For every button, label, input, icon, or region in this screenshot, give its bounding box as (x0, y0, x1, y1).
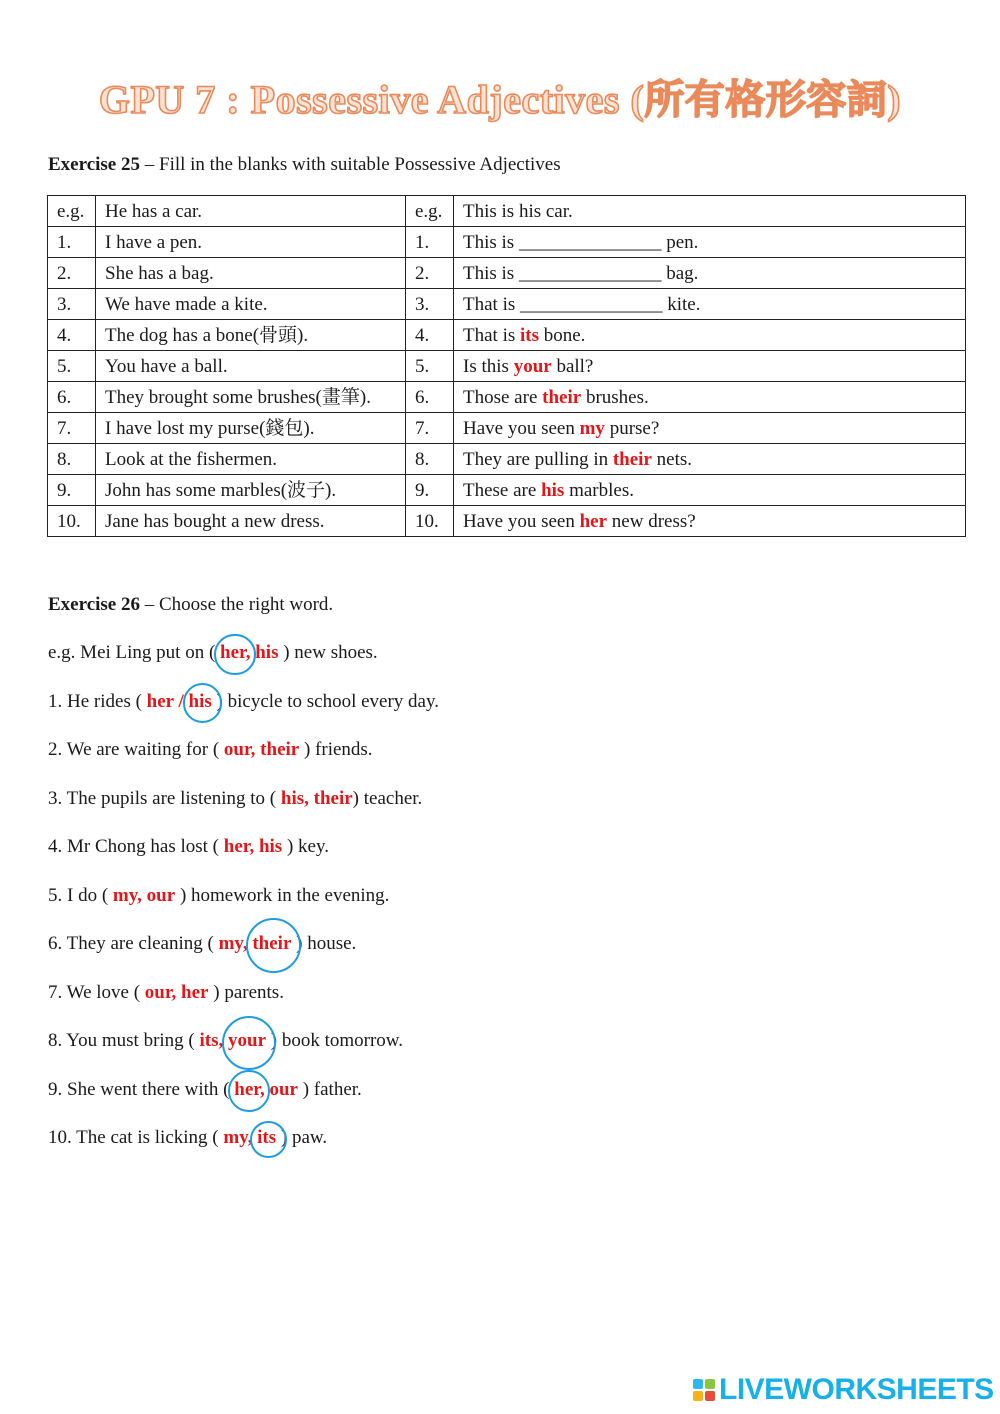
choice-item (48, 933, 356, 955)
sentence-end: nets. (651, 448, 693, 470)
choice-item (48, 1127, 327, 1149)
answer-word[interactable]: its (520, 324, 539, 346)
choice-item (48, 642, 378, 664)
table-row (48, 444, 966, 475)
choice-item (48, 788, 422, 810)
source-sentence: We have made a kite. (96, 289, 406, 320)
choice-options[interactable]: her, his (223, 836, 283, 857)
row-number: 3. (48, 289, 96, 320)
table-row (48, 506, 966, 537)
sentence-end: purse? (604, 417, 660, 439)
sentence-start: This is _______________ pen. (463, 231, 699, 253)
table-row (48, 196, 966, 227)
row-number: 6. (406, 382, 454, 413)
choice-sentence-start: 7. We love ( (48, 981, 145, 1003)
choice-item (48, 691, 439, 713)
source-sentence: I have lost my purse(錢包). (96, 413, 406, 444)
source-sentence: He has a car. (96, 196, 406, 227)
row-number: 4. (406, 320, 454, 351)
row-number: 3. (406, 289, 454, 320)
choice-sentence-end: ) book tomorrow. (266, 1030, 404, 1051)
answer-sentence (454, 289, 966, 320)
row-number: e.g. (48, 196, 96, 227)
table-row (48, 413, 966, 444)
choice-options[interactable]: its, your (199, 1030, 266, 1051)
choice-sentence-end: ) key. (282, 836, 329, 857)
row-number: 9. (48, 475, 96, 506)
sentence-end: brushes. (581, 386, 649, 408)
choice-sentence-start: 4. Mr Chong has lost ( (48, 836, 224, 857)
row-number: 4. (48, 320, 96, 351)
sentence-end: new dress? (607, 510, 696, 532)
choice-sentence-end: ) friends. (299, 739, 373, 760)
source-sentence: You have a ball. (96, 351, 406, 382)
choice-sentence-start: 3. The pupils are listening to ( (48, 787, 281, 809)
answer-sentence (454, 444, 966, 475)
table-row (48, 382, 966, 413)
choice-options[interactable]: my, its (223, 1127, 277, 1148)
answer-word[interactable]: his (541, 479, 565, 501)
answer-sentence (454, 258, 966, 289)
table-row (48, 258, 966, 289)
choice-sentence-start: 1. He rides ( (48, 690, 147, 712)
choice-sentence-start: 8. You must bring ( (48, 1030, 200, 1051)
choice-sentence-end: ) homework in the evening. (175, 884, 390, 906)
exercise-25-label: Exercise 25 (48, 154, 140, 175)
answer-word[interactable]: their (612, 448, 652, 470)
answer-sentence (454, 413, 966, 444)
row-number: 9. (406, 475, 454, 506)
answer-word[interactable]: her (579, 510, 608, 532)
row-number: 2. (48, 258, 96, 289)
choice-sentence-start: e.g. Mei Ling put on ( (48, 642, 221, 663)
choice-item (48, 1030, 403, 1052)
sentence-start: This is his car. (463, 200, 573, 222)
row-number: 5. (48, 351, 96, 382)
row-number: 6. (48, 382, 96, 413)
choice-options[interactable]: our, their (223, 739, 300, 760)
table-row (48, 227, 966, 258)
row-number: 7. (48, 413, 96, 444)
choice-sentence-start: 5. I do ( (48, 884, 113, 906)
exercise-26-heading (48, 594, 333, 616)
answer-word[interactable]: your (513, 355, 552, 377)
sentence-start: That is _______________ kite. (463, 293, 701, 315)
row-number: 1. (48, 227, 96, 258)
choice-options[interactable]: her / his (146, 690, 212, 712)
choice-sentence-end: ) house. (291, 933, 357, 954)
choice-sentence-start: 9. She went there with ( (48, 1078, 235, 1100)
table-row (48, 351, 966, 382)
answer-sentence (454, 506, 966, 537)
table-row (48, 475, 966, 506)
choice-sentence-end: ) teacher. (352, 787, 423, 809)
row-number: e.g. (406, 196, 454, 227)
choice-sentence-start: 10. The cat is licking ( (48, 1127, 224, 1148)
sentence-start: This is _______________ bag. (463, 262, 699, 284)
sentence-start: Is this (463, 355, 514, 377)
exercise-25-instruction: – Fill in the blanks with suitable Possessive Adjectives (140, 154, 561, 175)
row-number: 8. (406, 444, 454, 475)
row-number: 8. (48, 444, 96, 475)
row-number: 2. (406, 258, 454, 289)
choice-sentence-end: ) parents. (208, 981, 284, 1003)
row-number: 7. (406, 413, 454, 444)
answer-sentence (454, 227, 966, 258)
source-sentence: The dog has a bone(骨頭). (96, 320, 406, 351)
choice-options[interactable]: my, their (218, 933, 292, 954)
choice-options[interactable]: our, her (144, 981, 209, 1003)
choice-item (48, 885, 389, 907)
row-number: 10. (406, 506, 454, 537)
choice-item (48, 836, 329, 858)
exercise-26-instruction: – Choose the right word. (140, 594, 334, 615)
source-sentence: They brought some brushes(畫筆). (96, 382, 406, 413)
choice-item (48, 1079, 362, 1101)
sentence-start: These are (463, 479, 542, 501)
answer-word[interactable]: their (542, 386, 582, 408)
source-sentence: I have a pen. (96, 227, 406, 258)
choice-sentence-end: ) new shoes. (278, 642, 378, 663)
sentence-start: That is (463, 324, 520, 346)
logo-text: LIVEWORKSHEETS (719, 1373, 994, 1406)
exercise-25-table (47, 195, 966, 537)
answer-sentence (454, 196, 966, 227)
source-sentence: Look at the fishermen. (96, 444, 406, 475)
sentence-end: bone. (539, 324, 586, 346)
sentence-end: ball? (551, 355, 594, 377)
row-number: 5. (406, 351, 454, 382)
choice-item (48, 982, 284, 1004)
answer-sentence (454, 351, 966, 382)
choice-sentence-start: 2. We are waiting for ( (48, 739, 224, 760)
exercise-26-label: Exercise 26 (48, 594, 140, 615)
choice-sentence-end: ) paw. (276, 1127, 328, 1148)
choice-options[interactable]: her, his (220, 642, 279, 663)
sentence-end: marbles. (564, 479, 634, 501)
answer-sentence (454, 475, 966, 506)
table-row (48, 320, 966, 351)
choice-sentence-end: ) father. (297, 1078, 362, 1100)
source-sentence: She has a bag. (96, 258, 406, 289)
sentence-start: Have you seen (463, 510, 580, 532)
choice-sentence-end: ) bicycle to school every day. (211, 690, 439, 712)
choice-sentence-start: 6. They are cleaning ( (48, 933, 219, 954)
liveworksheets-logo-icon (693, 1379, 715, 1401)
table-row (48, 289, 966, 320)
source-sentence: John has some marbles(波子). (96, 475, 406, 506)
choice-options[interactable]: my, our (112, 884, 176, 906)
answer-sentence (454, 382, 966, 413)
sentence-start: Those are (463, 386, 543, 408)
answer-sentence (454, 320, 966, 351)
choice-options[interactable]: her, our (234, 1078, 298, 1100)
source-sentence: Jane has bought a new dress. (96, 506, 406, 537)
page-title: GPU 7 : Possessive Adjectives (所有格形容詞) (98, 77, 902, 122)
exercise-25-heading (48, 154, 561, 176)
row-number: 1. (406, 227, 454, 258)
choice-options[interactable]: his, their (280, 787, 353, 809)
choice-item (48, 739, 373, 761)
sentence-start: They are pulling in (463, 448, 613, 470)
liveworksheets-logo[interactable] (693, 1375, 994, 1405)
answer-word[interactable]: my (579, 417, 605, 439)
row-number: 10. (48, 506, 96, 537)
sentence-start: Have you seen (463, 417, 580, 439)
